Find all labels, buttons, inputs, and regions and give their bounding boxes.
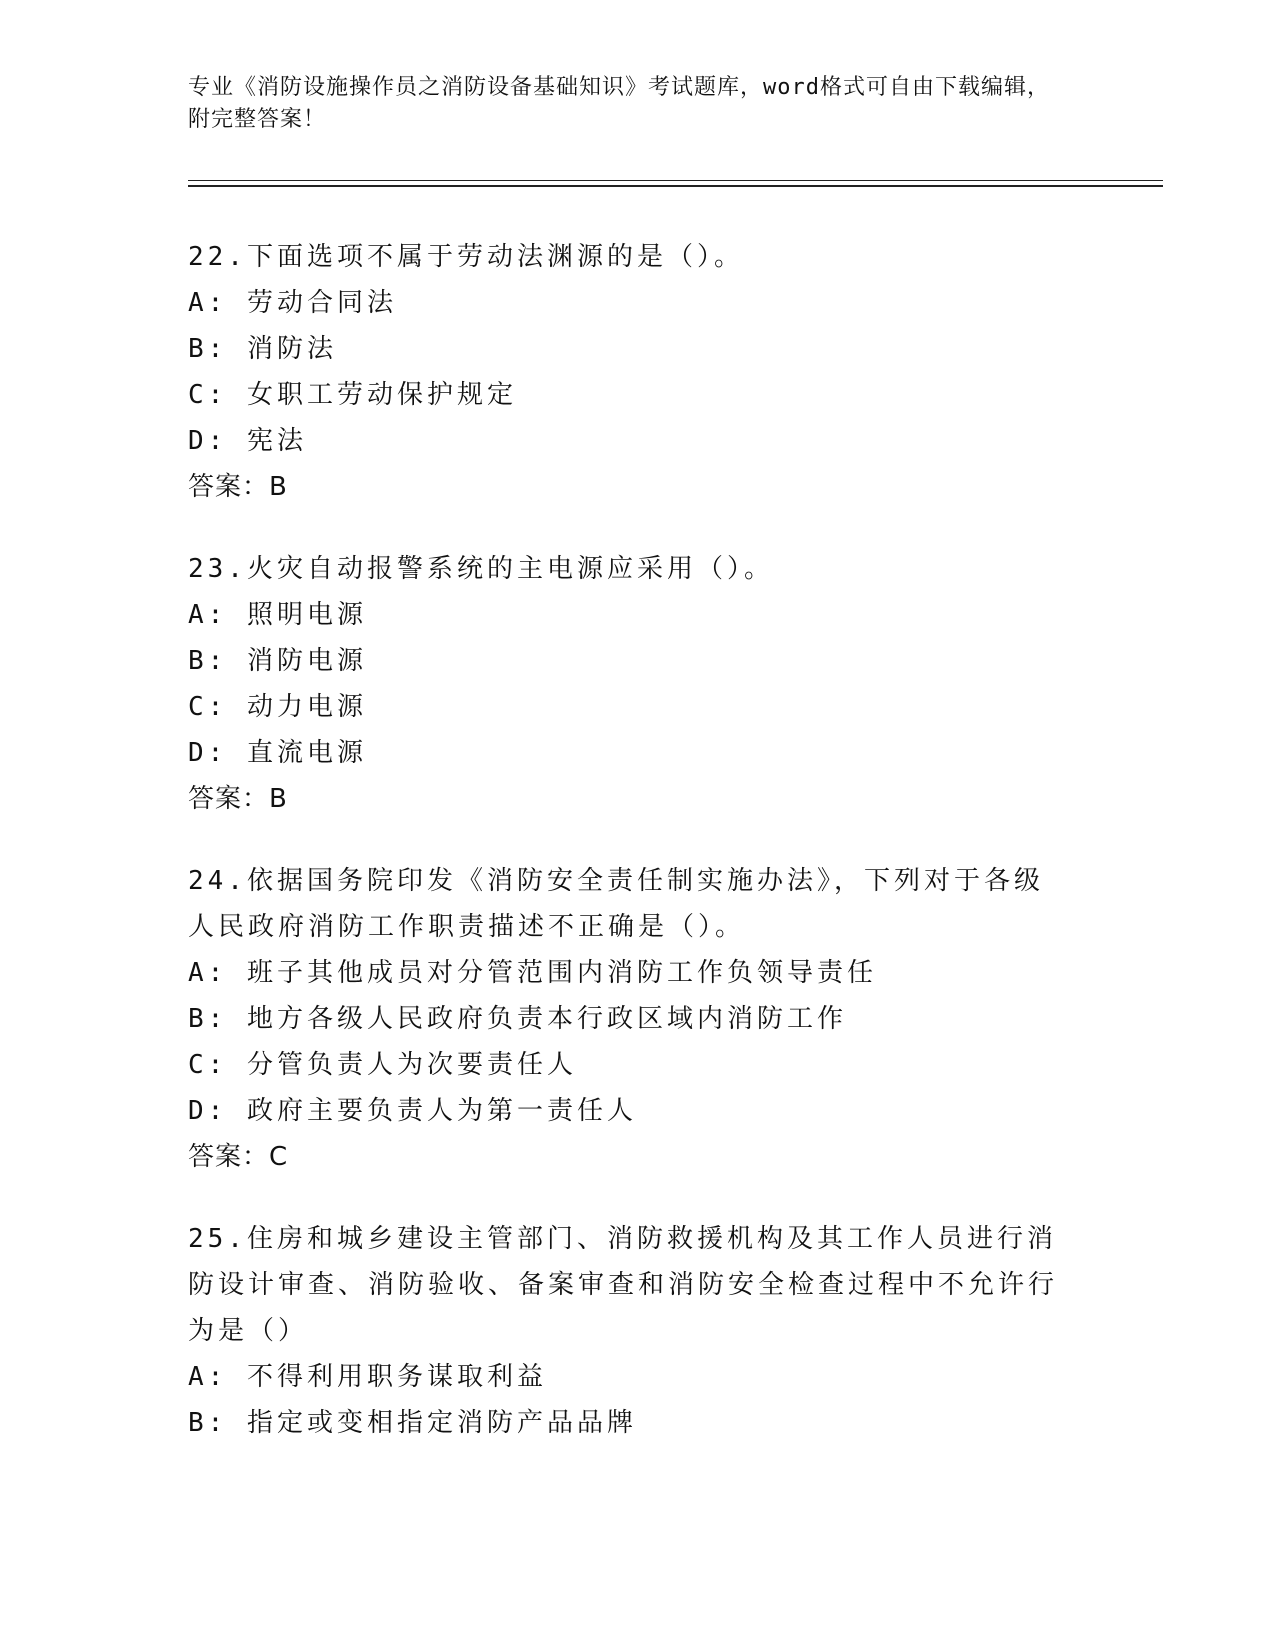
- question-item: [188, 234, 1088, 510]
- question-stem: 25.住房和城乡建设主管部门、消防救援机构及其工作人员进行消防设计审查、消防验收、备案审查和消防安全检查过程中不允许行为是（）: [188, 1224, 1059, 1346]
- option-b: B: 消防法: [188, 334, 337, 364]
- option-a: A: 照明电源: [188, 600, 367, 630]
- question-item: [188, 858, 1088, 1180]
- option-d: D: 政府主要负责人为第一责任人: [188, 1096, 637, 1126]
- question-list: [188, 234, 1088, 1482]
- answer-line: 答案：C: [188, 1142, 289, 1172]
- question-stem: 22.下面选项不属于劳动法渊源的是（）。: [188, 242, 744, 272]
- option-c: C: 动力电源: [188, 692, 367, 722]
- option-a: A: 班子其他成员对分管范围内消防工作负领导责任: [188, 958, 877, 988]
- question-item: [188, 1216, 1088, 1446]
- option-d: D: 宪法: [188, 426, 307, 456]
- answer-line: 答案：B: [188, 784, 288, 814]
- header-divider-bottom: [188, 185, 1163, 187]
- option-c: C: 女职工劳动保护规定: [188, 380, 517, 410]
- question-item: [188, 546, 1088, 822]
- option-b: B: 地方各级人民政府负责本行政区域内消防工作: [188, 1004, 847, 1034]
- header-divider-top: [188, 180, 1163, 181]
- answer-line: 答案：B: [188, 472, 288, 502]
- question-stem: 24.依据国务院印发《消防安全责任制实施办法》，下列对于各级人民政府消防工作职责描述不正确是（）。: [188, 866, 1044, 942]
- question-stem: 23.火灾自动报警系统的主电源应采用（）。: [188, 554, 774, 584]
- option-a: A: 劳动合同法: [188, 288, 397, 318]
- option-b: B: 消防电源: [188, 646, 367, 676]
- option-a: A: 不得利用职务谋取利益: [188, 1362, 547, 1392]
- option-c: C: 分管负责人为次要责任人: [188, 1050, 577, 1080]
- option-b: B: 指定或变相指定消防产品品牌: [188, 1408, 637, 1438]
- document-header: 专业《消防设施操作员之消防设备基础知识》考试题库，word格式可自由下载编辑，附完整答案！: [188, 75, 1050, 132]
- option-d: D: 直流电源: [188, 738, 367, 768]
